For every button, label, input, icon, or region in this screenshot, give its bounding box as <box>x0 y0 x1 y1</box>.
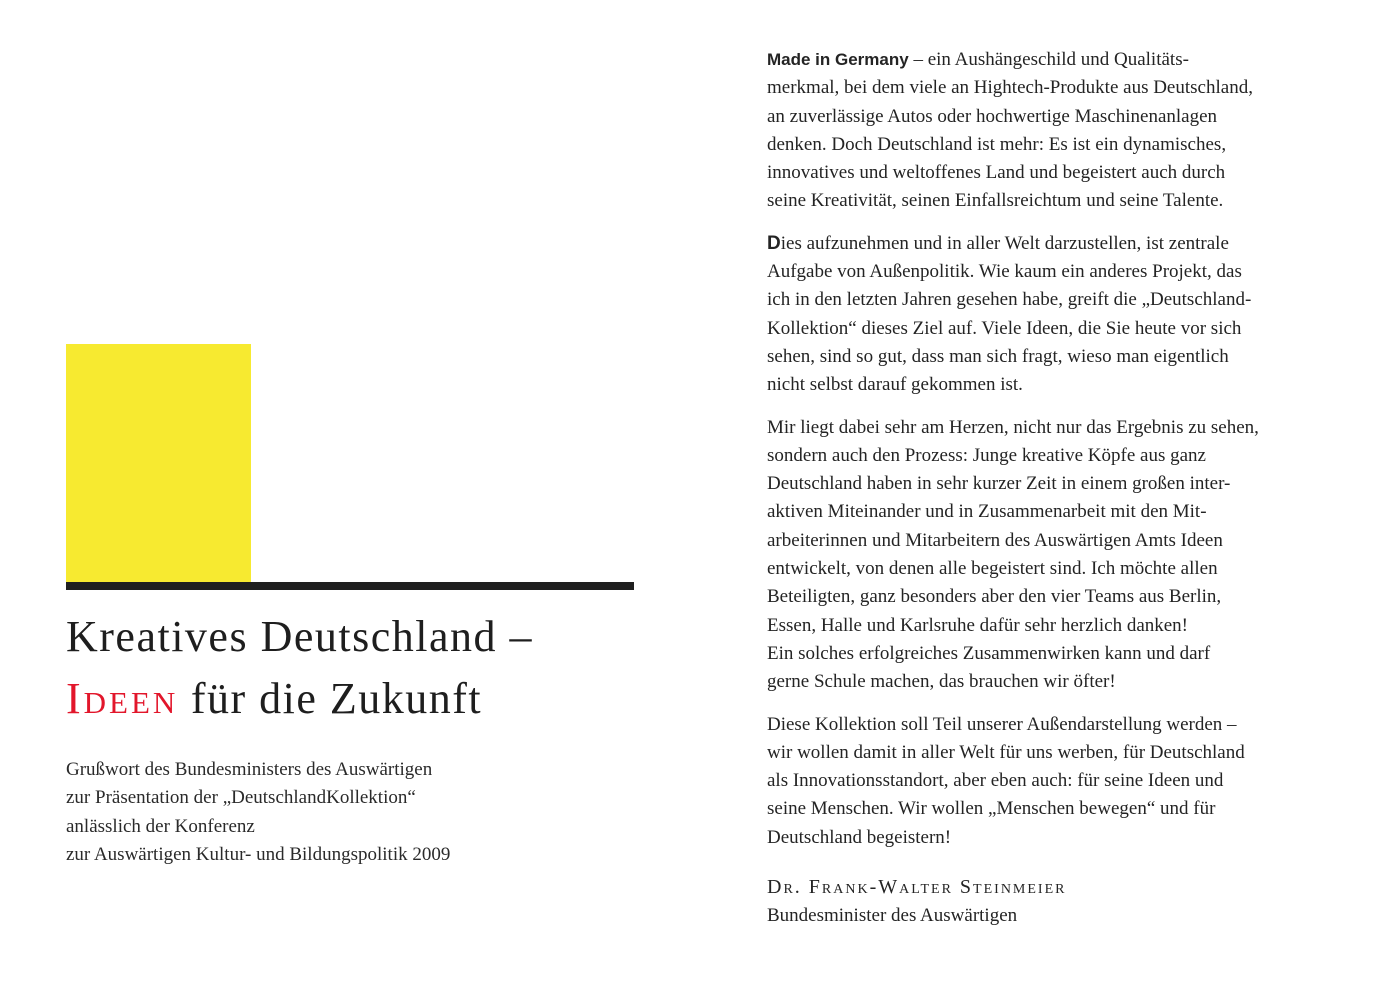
paragraph-line: denken. Doch Deutschland ist mehr: Es ist ein dynamisches, <box>767 133 1227 155</box>
paragraph-text: – ein Aushängeschild und Qualitäts- <box>908 49 1189 70</box>
paragraph-line: an zuverlässige Autos oder hochwertige Maschinenanlagen <box>767 105 1218 127</box>
paragraph-line: sondern auch den Prozess: Junge kreative Köpfe aus ganz <box>767 444 1206 466</box>
paragraph-line: Deutschland haben in sehr kurzer Zeit in einem großen inter- <box>767 473 1231 495</box>
paragraph-line: innovatives und weltoffenes Land und begeistert auch durch <box>767 162 1226 184</box>
title-line-2-rest: für die Zukunft <box>178 674 483 723</box>
paragraph-text: ies aufzunehmen und in aller Welt darzustellen, ist zentrale <box>780 232 1229 254</box>
lead-made-in-germany: Made in Germany <box>767 50 909 69</box>
paragraph-line: seine Menschen. Wir wollen „Menschen bewegen“ und für <box>767 798 1216 820</box>
title-line-2 <box>66 668 666 730</box>
paragraph-line: gerne Schule machen, das brauchen wir öfter! <box>767 671 1116 693</box>
paragraph-line: wir wollen damit in aller Welt für uns werben, für Deutschland <box>767 741 1245 763</box>
title-line-1: Kreatives Deutschland – <box>66 612 534 661</box>
subtitle <box>66 756 626 869</box>
yellow-accent-block <box>66 344 251 585</box>
initial-letter: D <box>767 232 781 254</box>
paragraph-1 <box>767 46 1367 216</box>
paragraph-line: Diese Kollektion soll Teil unserer Außendarstellung werden – <box>767 713 1237 735</box>
signature-name: Dr. Frank-Walter Steinmeier <box>767 876 1067 899</box>
page-title <box>66 606 666 730</box>
paragraph-4 <box>767 711 1367 852</box>
title-highlight-ideen: Ideen <box>66 674 179 723</box>
subtitle-line: zur Auswärtigen Kultur- und Bildungspolitik 2009 <box>66 843 451 865</box>
paragraph-line: als Innovationsstandort, aber eben auch: für seine Ideen und <box>767 770 1224 792</box>
paragraph-line: merkmal, bei dem viele an Hightech-Produkte aus Deutschland, <box>767 77 1253 99</box>
greeting-text <box>767 46 1367 930</box>
paragraph-line: Mir liegt dabei sehr am Herzen, nicht nur das Ergebnis zu sehen, <box>767 416 1259 438</box>
paragraph-line: ich in den letzten Jahren gesehen habe, greift die „Deutschland- <box>767 289 1252 311</box>
paragraph-line <box>767 46 1367 74</box>
paragraph-line: Deutschland begeistern! <box>767 826 952 848</box>
signature <box>767 872 1367 930</box>
paragraph-line: Ein solches erfolgreiches Zusammenwirken kann und darf <box>767 642 1211 664</box>
paragraph-line: seine Kreativität, seinen Einfallsreichtum und seine Talente. <box>767 190 1224 212</box>
paragraph-line: aktiven Miteinander und in Zusammenarbeit mit den Mit- <box>767 501 1207 523</box>
subtitle-line: anlässlich der Konferenz <box>66 815 255 837</box>
paragraph-line: Aufgabe von Außenpolitik. Wie kaum ein anderes Projekt, das <box>767 261 1242 283</box>
subtitle-line: Grußwort des Bundesministers des Auswärtigen <box>66 759 433 780</box>
subtitle-line: zur Präsentation der „DeutschlandKollektion“ <box>66 787 416 809</box>
title-rule <box>66 582 634 590</box>
paragraph-line: entwickelt, von denen alle begeistert sind. Ich möchte allen <box>767 558 1218 580</box>
paragraph-line <box>767 230 1367 258</box>
paragraph-2 <box>767 230 1367 400</box>
paragraph-line: Essen, Halle und Karlsruhe dafür sehr herzlich danken! <box>767 614 1189 636</box>
paragraph-line: sehen, sind so gut, dass man sich fragt, wieso man eigentlich <box>767 345 1229 367</box>
signature-role: Bundesminister des Auswärtigen <box>767 905 1018 927</box>
paragraph-3 <box>767 414 1367 697</box>
paragraph-line: nicht selbst darauf gekommen ist. <box>767 374 1023 396</box>
paragraph-line: Kollektion“ dieses Ziel auf. Viele Ideen, die Sie heute vor sich <box>767 317 1242 339</box>
paragraph-line: arbeiterinnen und Mitarbeitern des Auswärtigen Amts Ideen <box>767 529 1223 551</box>
paragraph-line: Beteiligten, ganz besonders aber den vier Teams aus Berlin, <box>767 586 1222 608</box>
